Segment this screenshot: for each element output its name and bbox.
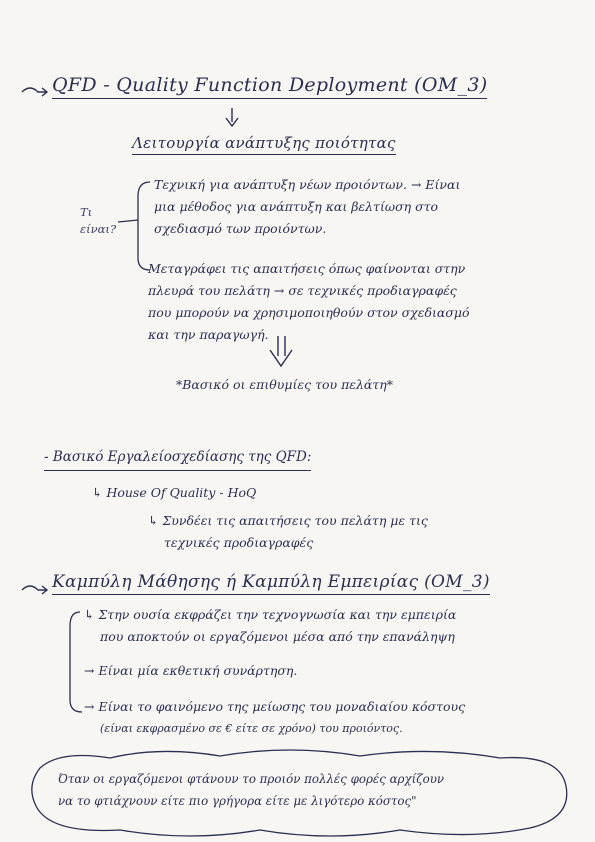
learning-point-3 [84, 696, 465, 740]
definition-line: Μεταγράφει τις απαιτήσεις όπως φαίνονται στην [148, 261, 466, 276]
definition-2 [148, 258, 470, 346]
tool-item [92, 482, 256, 504]
margin-note [80, 204, 116, 238]
definition-line: Τεχνική για ανάπτυξη νέων προιόντων. → Είναι [154, 177, 461, 192]
margin-note-line: Τι [80, 205, 93, 219]
corner-arrow-icon: ↳ [92, 485, 107, 500]
definition-line: μια μέθοδος για ανάπτυξη και βελτίωση στο [154, 199, 439, 214]
bullet-arrow-icon: → [84, 663, 99, 678]
bracket-icon [70, 612, 82, 712]
margin-note-line: είναι? [80, 222, 117, 236]
learning-line: Στην ουσία εκφράζει την τεχνογνωσία και την εμπειρία [98, 607, 457, 622]
tool-subitem-line: Συνδέει τις απαιτήσεις του πελάτη με τις [162, 513, 428, 528]
qfd-title: QFD - Quality Function Deployment (OM_3) [52, 74, 487, 99]
definition-1 [154, 174, 460, 240]
corner-arrow-icon: ↳ [148, 513, 163, 528]
learning-line: (είναι εκφρασμένο σε € είτε σε χρόνο) του προιόντος. [100, 722, 403, 735]
qfd-subtitle: Λειτουργία ανάπτυξης ποιότητας [132, 134, 396, 155]
tool-heading: - Βασικό Εργαλείοσχεδίασης της QFD: [44, 446, 311, 471]
down-arrow-icon [226, 108, 238, 126]
learning-title: Καμπύλη Μάθησης ή Καμπύλη Εμπειρίας (OM_3) [52, 572, 490, 595]
definition-line: και την παραγωγή. [148, 327, 269, 342]
quote-line: Όταν οι εργαζόμενοι φτάνουν το προιόν πολλές φορές αρχίζουν [58, 772, 445, 786]
quote-line: να το φτιάχνουν είτε πιο γρήγορα είτε με λιγότερο κόστος" [58, 794, 417, 808]
key-note: *Βασικό οι επιθυμίες του πελάτη* [176, 377, 394, 392]
quote-block [58, 768, 444, 812]
learning-line: Είναι μία εκθετική συνάρτηση. [98, 663, 298, 678]
bracket-icon [138, 182, 150, 270]
bullet-arrow-icon: → [84, 699, 99, 714]
corner-arrow-icon: ↳ [84, 607, 99, 622]
learning-line: Είναι το φαινόμενο της μείωσης του μοναδιαίου κόστους [98, 699, 466, 714]
tool-subitem-line: τεχνικές προδιαγραφές [164, 535, 314, 550]
definition-line: σχεδιασμό των προιόντων. [154, 221, 327, 236]
tool-item-label: House Of Quality - HoQ [106, 485, 257, 500]
definition-line: πλευρά του πελάτη → σε τεχνικές προδιαγραφές [148, 283, 457, 298]
learning-point-1 [84, 604, 456, 648]
learning-line: που αποκτούν οι εργαζόμενοι μέσα από την επανάληψη [100, 629, 455, 644]
learning-point-2 [84, 660, 297, 682]
definition-line: που μπορούν να χρησιμοποιηθούν στον σχεδιασμό [148, 305, 470, 320]
tool-subitem [148, 510, 428, 554]
